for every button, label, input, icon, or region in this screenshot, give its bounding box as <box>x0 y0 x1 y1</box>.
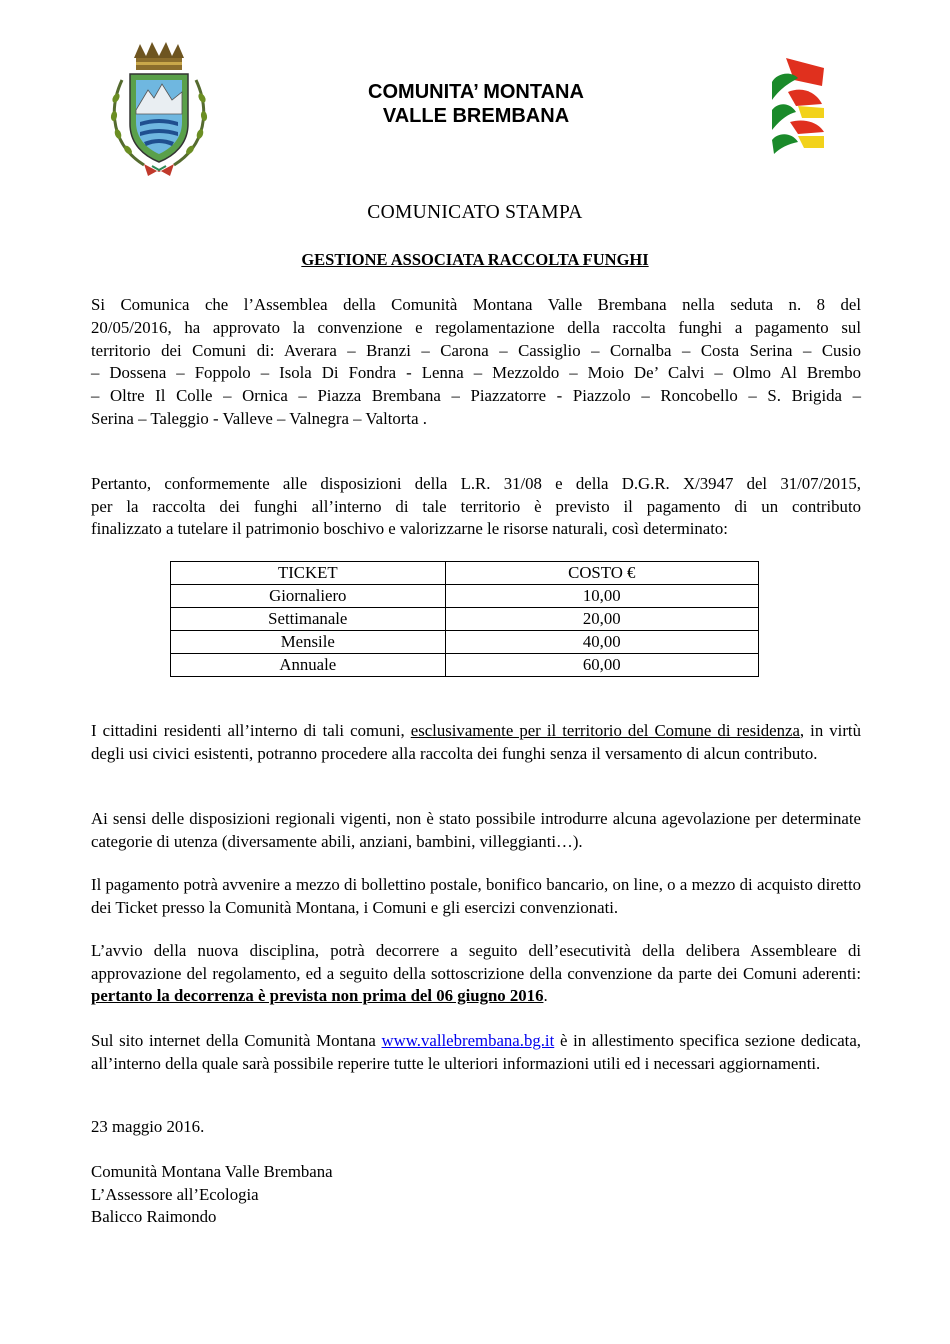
text-line: territorio dei Comuni di: Averara – Branzi – Carona – Cassiglio – Cornalba – Costa Serina – Cusio <box>91 340 861 360</box>
signature-line: Balicco Raimondo <box>91 1207 217 1226</box>
text-span: . <box>543 986 548 1006</box>
table-row <box>171 608 759 631</box>
ticket-type-cell: Annuale <box>171 654 446 677</box>
org-line-1: COMUNITA’ MONTANA <box>368 81 584 103</box>
paragraph-concessions: Ai sensi delle disposizioni regionali vigenti, non è stato possibile introdurre alcuna agevolazione per determinate categorie di utenza (diversamente abili, anziani, bambini, villeggianti…). <box>91 809 861 851</box>
paragraph-payment: Il pagamento potrà avvenire a mezzo di bollettino postale, bonifico bancario, on line, o a mezzo di acquisto diretto dei Ticket presso la Comunità Montana, i Comuni e gli esercizi convenzionati. <box>91 875 861 917</box>
text-span: è in allestimento specifica sezione dedicata, all’interno della quale sarà possibile reperire tutte le ulteriori informazioni utili ed i necessari aggiornamenti. <box>91 1031 861 1073</box>
ticket-cost-cell: 10,00 <box>445 585 758 608</box>
column-header-cost: COSTO € <box>445 562 758 585</box>
text-line: Pertanto, conformemente alle disposizioni della L.R. 31/08 e della D.G.R. X/3947 del 31/07/2015, <box>91 474 861 493</box>
ticket-type-cell: Giornaliero <box>171 585 446 608</box>
text-line: 20/05/2016, ha approvato la convenzione e regolamentazione della raccolta funghi a pagamento sul <box>91 317 861 337</box>
text-span: L’avvio della nuova disciplina, potrà decorrere a seguito dell’esecutività della delibera Assembleare di approvazione del regolamento, ed a seguito della sottoscrizione della convenzione da parte dei Comuni aderenti: <box>91 941 861 983</box>
text-line: – Oltre Il Colle – Ornica – Piazza Brembana – Piazzatorre - Piazzolo – Roncobello – S. Brigida – <box>91 386 861 406</box>
table-row <box>171 631 759 654</box>
paragraph-assembly <box>91 294 861 431</box>
text-line: – Dossena – Foppolo – Isola Di Fondra - Lenna – Mezzoldo – Moio De’ Calvi – Olmo Al Brembo <box>91 363 861 383</box>
ticket-price-table <box>170 561 759 677</box>
table-header-row <box>171 562 759 585</box>
paragraph-start-date <box>91 940 861 1008</box>
column-header-ticket: TICKET <box>171 562 446 585</box>
ticket-type-cell: Mensile <box>171 631 446 654</box>
table-row <box>171 654 759 677</box>
table-row <box>171 585 759 608</box>
press-release-title: COMUNICATO STAMPA <box>367 202 583 223</box>
subject-heading: GESTIONE ASSOCIATA RACCOLTA FUNGHI <box>301 250 649 269</box>
org-line-2: VALLE BREMBANA <box>382 105 570 127</box>
text-span: I cittadini residenti all’interno di tali comuni, <box>91 721 411 740</box>
ticket-type-cell: Settimanale <box>171 608 446 631</box>
text-line: Serina – Taleggio - Valleve – Valnegra – Valtorta . <box>91 408 427 428</box>
paragraph-residents <box>91 720 861 765</box>
text-line: Si Comunica che l’Assemblea della Comunità Montana Valle Brembana nella seduta n. 8 del <box>91 295 861 314</box>
ticket-cost-cell: 20,00 <box>445 608 758 631</box>
organization-name <box>300 80 652 128</box>
website-link[interactable]: www.vallebrembana.bg.it <box>381 1031 555 1050</box>
underlined-text: esclusivamente per il territorio del Comune di residenza <box>410 721 800 740</box>
paragraph-regulation <box>91 473 861 541</box>
community-logo-icon <box>768 56 826 154</box>
text-span: Sul sito internet della Comunità Montana <box>91 1031 382 1050</box>
signature-line: L’Assessore all’Ecologia <box>91 1184 259 1204</box>
bold-underlined-text: pertanto la decorrenza è prevista non prima del 06 giugno 2016 <box>91 986 544 1006</box>
ticket-cost-cell: 60,00 <box>445 654 758 677</box>
text-span: , in virtù degli usi civici esistenti, potranno procedere alla raccolta dei funghi senza il versamento di alcun contributo. <box>91 721 861 763</box>
coat-of-arms-icon <box>104 40 214 180</box>
text-line: per la raccolta dei funghi all’interno di tale territorio è previsto il pagamento di un contributo <box>91 496 861 516</box>
signature-block <box>91 1161 333 1229</box>
document-date: 23 maggio 2016. <box>91 1117 205 1136</box>
ticket-cost-cell: 40,00 <box>445 631 758 654</box>
signature-line: Comunità Montana Valle Brembana <box>91 1162 333 1181</box>
paragraph-website <box>91 1030 861 1075</box>
text-line: finalizzato a tutelare il patrimonio boschivo e valorizzarne le risorse naturali, così determinato: <box>91 519 728 539</box>
